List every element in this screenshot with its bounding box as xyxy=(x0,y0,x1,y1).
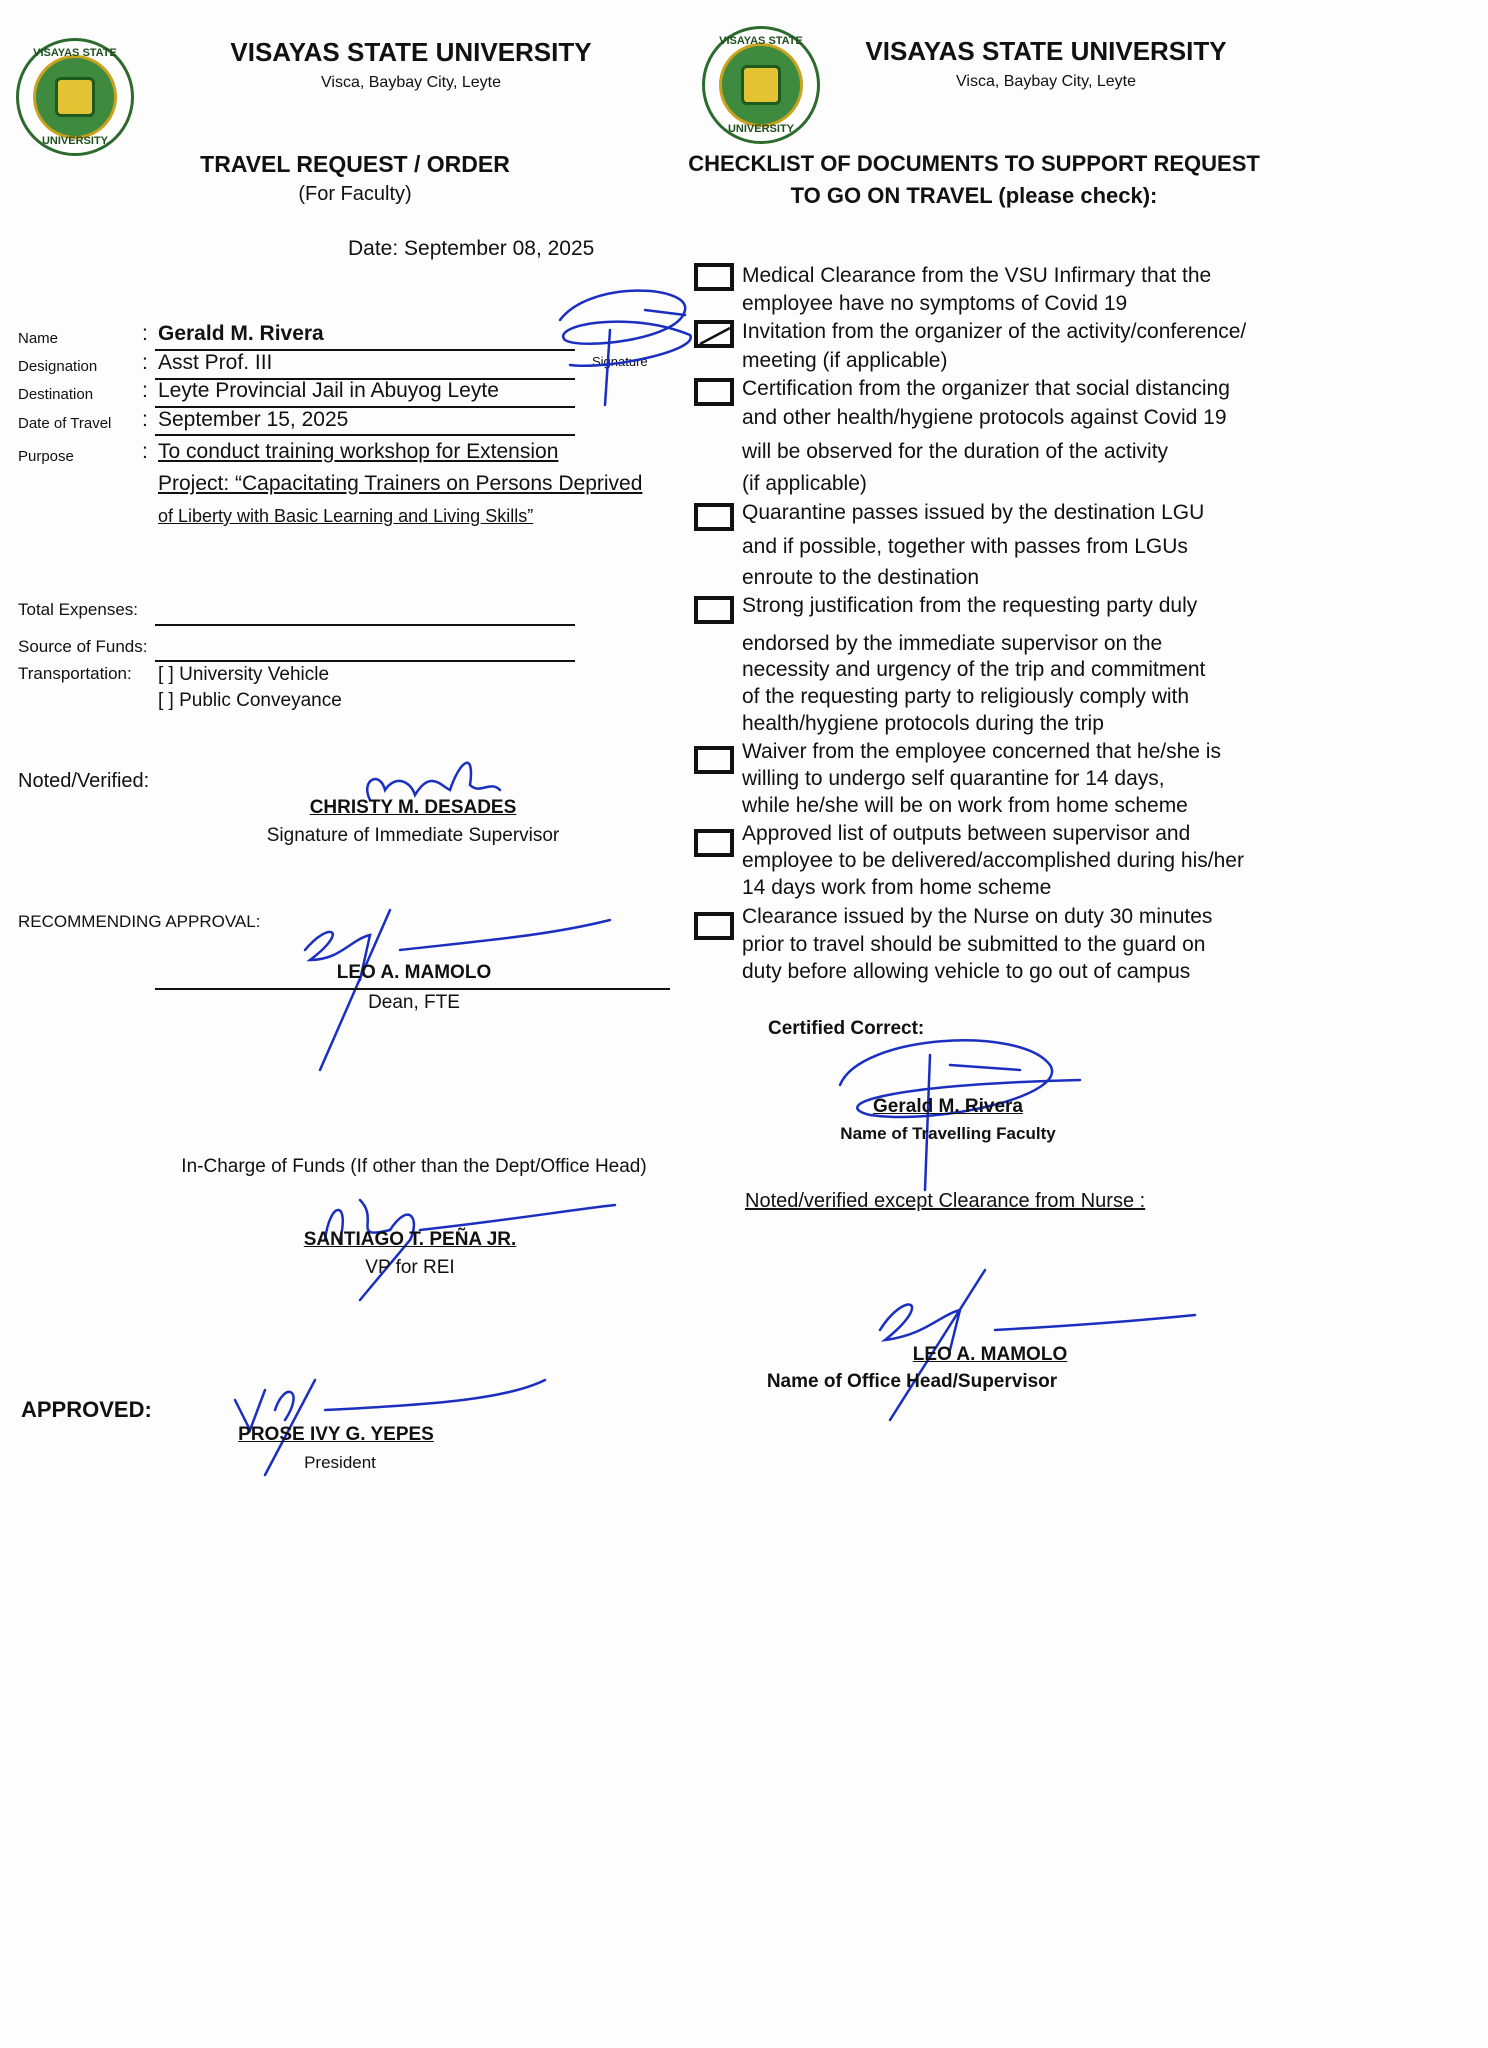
destination-label: Destination xyxy=(18,386,94,403)
date-line xyxy=(155,434,575,436)
checkbox-justification[interactable] xyxy=(694,596,734,624)
dean-name: LEO A. MAMOLO xyxy=(336,962,492,983)
faculty-caption: Name of Travelling Faculty xyxy=(840,1124,1056,1143)
checklist-title-2: TO GO ON TRAVEL (please check): xyxy=(790,183,1158,208)
colon: : xyxy=(142,440,148,463)
checklist-item-7-line-3: 14 days work from home scheme xyxy=(742,876,1052,899)
university-title-right: VISAYAS STATE UNIVERSITY xyxy=(865,36,1227,66)
checklist-item-5-line-3: necessity and urgency of the trip and commitment xyxy=(742,658,1206,681)
designation-value: Asst Prof. III xyxy=(158,351,273,374)
office-head-caption: Name of Office Head/Supervisor xyxy=(766,1371,1058,1392)
funds-title: VP for REI xyxy=(365,1257,455,1278)
checklist-item-6-line-2: willing to undergo self quarantine for 14 days, xyxy=(742,767,1165,790)
purpose-line-3: of Liberty with Basic Learning and Living Skills” xyxy=(158,506,534,526)
colon: : xyxy=(142,351,148,374)
checklist-item-3-line-4: (if applicable) xyxy=(742,472,867,495)
checkbox-waiver[interactable] xyxy=(694,746,734,774)
president-signature xyxy=(225,1350,555,1480)
colon: : xyxy=(142,379,148,402)
date-of-travel-value: September 15, 2025 xyxy=(158,408,349,431)
date-of-travel-label: Date of Travel xyxy=(18,415,112,432)
checklist-item-2-line-1: Invitation from the organizer of the activity/conference/ xyxy=(742,320,1247,343)
colon: : xyxy=(142,408,148,431)
funds-name: SANTIAGO T. PEÑA JR. xyxy=(303,1229,517,1250)
form-date: Date: September 08, 2025 xyxy=(348,237,595,260)
certified-correct-label: Certified Correct: xyxy=(768,1018,925,1039)
checklist-item-6-line-3: while he/she will be on work from home scheme xyxy=(742,794,1188,817)
checklist-item-4-line-1: Quarantine passes issued by the destination LGU xyxy=(742,501,1205,524)
checkbox-certification[interactable] xyxy=(694,378,734,406)
checklist-item-5-line-1: Strong justification from the requesting party duly xyxy=(742,594,1198,617)
checklist-title-1: CHECKLIST OF DOCUMENTS TO SUPPORT REQUEST xyxy=(688,151,1260,176)
checklist-item-4-line-2: and if possible, together with passes from LGUs xyxy=(742,535,1188,558)
checkbox-quarantine-passes[interactable] xyxy=(694,503,734,531)
university-address-left: Visca, Baybay City, Leyte xyxy=(321,74,501,91)
checklist-item-3-line-1: Certification from the organizer that social distancing xyxy=(742,377,1230,400)
checkbox-nurse-clearance[interactable] xyxy=(694,912,734,940)
checklist-item-2-line-2: meeting (if applicable) xyxy=(742,349,948,372)
checklist-item-4-line-3: enroute to the destination xyxy=(742,566,980,589)
transportation-label: Transportation: xyxy=(18,664,132,683)
checklist-item-5-line-2: endorsed by the immediate supervisor on the xyxy=(742,632,1163,655)
in-charge-of-funds-label: In-Charge of Funds (If other than the Dept/Office Head) xyxy=(181,1156,647,1177)
purpose-line-1: To conduct training workshop for Extension xyxy=(158,440,559,463)
applicant-signature xyxy=(550,280,700,400)
president-title: President xyxy=(304,1453,376,1472)
option-public-conveyance[interactable]: [ ] Public Conveyance xyxy=(158,690,342,711)
checkbox-approved-outputs[interactable] xyxy=(694,829,734,857)
faculty-name: Gerald M. Rivera xyxy=(873,1096,1023,1117)
destination-value: Leyte Provincial Jail in Abuyog Leyte xyxy=(158,379,499,402)
vsu-logo-right: VISAYAS STATE UNIVERSITY xyxy=(702,26,820,144)
dean-line xyxy=(155,988,670,990)
checklist-item-1-line-1: Medical Clearance from the VSU Infirmary that the xyxy=(742,264,1212,287)
option-university-vehicle[interactable]: [ ] University Vehicle xyxy=(158,664,330,685)
checklist-item-8-line-1: Clearance issued by the Nurse on duty 30 minutes xyxy=(742,905,1213,928)
total-expenses-line xyxy=(155,624,575,626)
university-title-left: VISAYAS STATE UNIVERSITY xyxy=(230,37,592,67)
checklist-item-7-line-2: employee to be delivered/accomplished during his/her xyxy=(742,849,1244,872)
president-name: PROSE IVY G. YEPES xyxy=(238,1424,434,1445)
total-expenses-label: Total Expenses: xyxy=(18,600,139,619)
checklist-item-3-line-2: and other health/hygiene protocols against Covid 19 xyxy=(742,406,1227,429)
form-title: TRAVEL REQUEST / ORDER xyxy=(200,151,510,177)
checklist-item-3-line-3: will be observed for the duration of the activity xyxy=(742,440,1169,463)
checklist-item-8-line-2: prior to travel should be submitted to the guard on xyxy=(742,933,1206,956)
checkbox-medical-clearance[interactable] xyxy=(694,263,734,291)
dean-title: Dean, FTE xyxy=(368,992,460,1013)
checklist-item-5-line-5: health/hygiene protocols during the trip xyxy=(742,712,1104,735)
name-label: Name xyxy=(18,330,59,347)
purpose-line-2: Project: “Capacitating Trainers on Persons Deprived xyxy=(158,472,643,495)
checklist-item-8-line-3: duty before allowing vehicle to go out of campus xyxy=(742,960,1191,983)
office-head-name: LEO A. MAMOLO xyxy=(912,1344,1068,1365)
checklist-item-1-line-2: employee have no symptoms of Covid 19 xyxy=(742,292,1128,315)
name-value: Gerald M. Rivera xyxy=(158,322,324,345)
noted-except-label: Noted/verified except Clearance from Nurse : xyxy=(745,1190,1146,1212)
checklist-item-6-line-1: Waiver from the employee concerned that he/she is xyxy=(742,740,1221,763)
check-mark-icon xyxy=(698,324,732,346)
signature-label: Signature xyxy=(592,354,648,369)
colon: : xyxy=(142,322,148,345)
source-of-funds-line xyxy=(155,660,575,662)
approved-label: APPROVED: xyxy=(21,1397,152,1422)
supervisor-caption: Signature of Immediate Supervisor xyxy=(266,825,560,846)
vsu-logo-left: VISAYAS STATE UNIVERSITY xyxy=(16,38,134,156)
checklist-item-5-line-4: of the requesting party to religiously comply with xyxy=(742,685,1190,708)
supervisor-name: CHRISTY M. DESADES xyxy=(309,797,517,818)
university-address-right: Visca, Baybay City, Leyte xyxy=(956,73,1136,90)
recommending-approval-label: RECOMMENDING APPROVAL: xyxy=(18,912,261,931)
purpose-label: Purpose xyxy=(18,448,74,465)
designation-label: Designation xyxy=(18,358,98,375)
dean-signature xyxy=(290,900,620,1080)
checkbox-invitation-checked[interactable] xyxy=(694,320,734,348)
source-of-funds-label: Source of Funds: xyxy=(18,637,148,656)
checklist-item-7-line-1: Approved list of outputs between supervisor and xyxy=(742,822,1191,845)
noted-verified-label: Noted/Verified: xyxy=(18,770,150,792)
form-subtitle: (For Faculty) xyxy=(298,183,412,205)
